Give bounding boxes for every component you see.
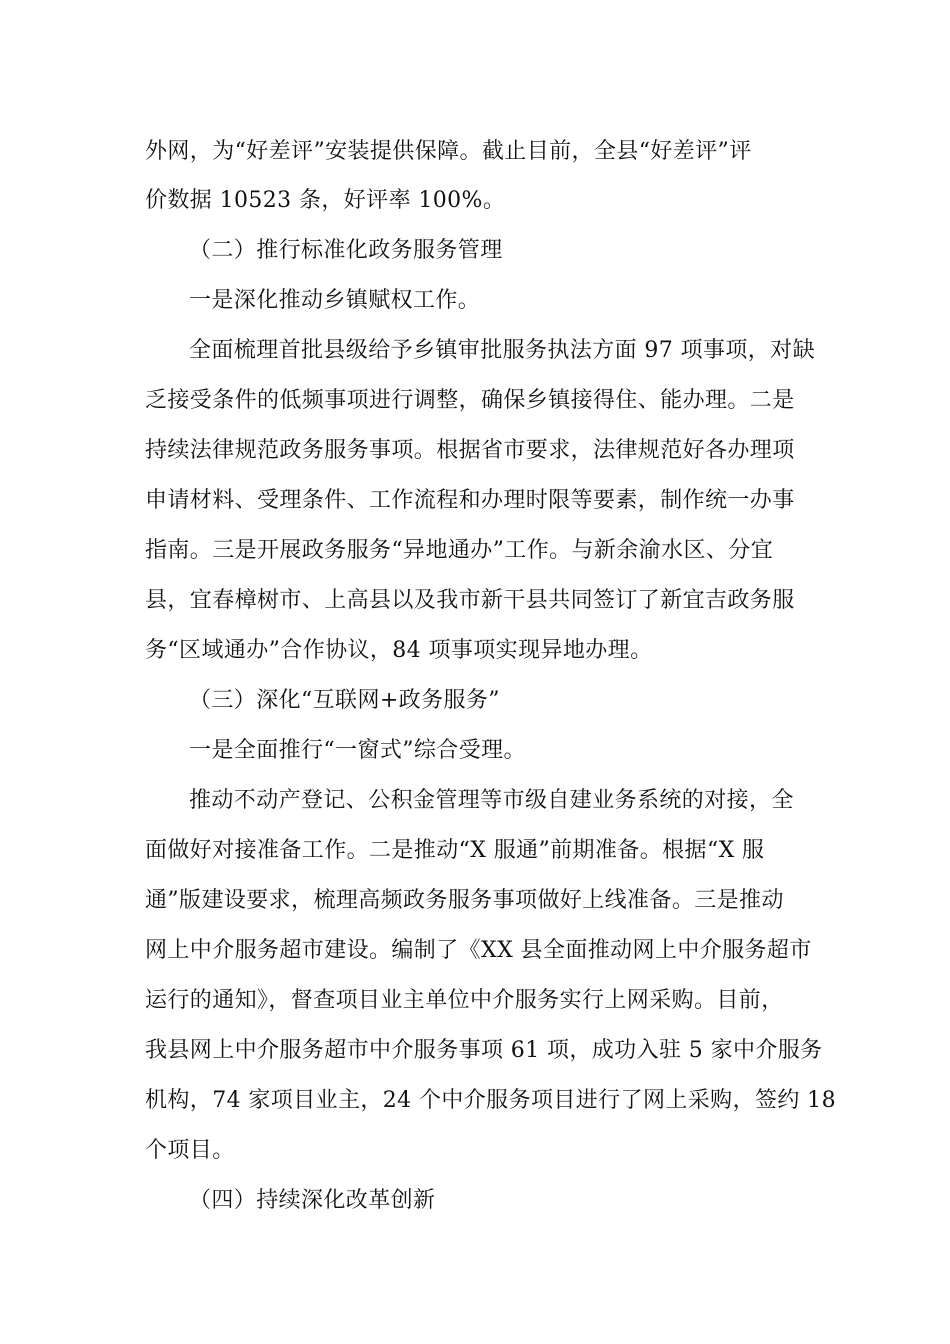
section-heading: （三）深化“互联网+政务服务” <box>189 688 500 713</box>
text-line: 网上中介服务超市建设。编制了《XX 县全面推动网上中介服务超市 <box>145 938 812 963</box>
sub-heading: 一是全面推行“一窗式”综合受理。 <box>189 738 526 763</box>
text-line: 运行的通知》，督查项目业主单位中介服务实行上网采购。目前， <box>145 988 784 1013</box>
text-line: 申请材料、受理条件、工作流程和办理时限等要素，制作统一办事 <box>145 488 795 513</box>
text-line: 我县网上中介服务超市中介服务事项 61 项，成功入驻 5 家中介服务 <box>145 1038 823 1063</box>
text-line: 务“区域通办”合作协议，84 项事项实现异地办理。 <box>145 638 653 663</box>
text-line: 指南。三是开展政务服务“异地通办”工作。与新余渝水区、分宜 <box>145 538 774 563</box>
text-line: 外网，为“好差评”安装提供保障。截止目前，全县“好差评”评 <box>145 139 752 164</box>
text-line: 价数据 10523 条，好评率 100%。 <box>145 188 506 213</box>
section-heading: （二）推行标准化政务服务管理 <box>189 238 503 263</box>
text-line: 县，宜春樟树市、上高县以及我市新干县共同签订了新宜吉政务服 <box>145 588 795 613</box>
text-line: 面做好对接准备工作。二是推动“X 服通”前期准备。根据“X 服 <box>145 838 765 863</box>
section-heading: （四）持续深化改革创新 <box>189 1188 436 1213</box>
text-line: 推动不动产登记、公积金管理等市级自建业务系统的对接，全 <box>189 788 794 813</box>
text-line: 机构，74 家项目业主，24 个中介服务项目进行了网上采购，签约 18 <box>145 1088 836 1113</box>
text-line: 持续法律规范政务服务事项。根据省市要求，法律规范好各办理项 <box>145 438 795 463</box>
text-line: 乏接受条件的低频事项进行调整，确保乡镇接得住、能办理。二是 <box>145 388 795 413</box>
sub-heading: 一是深化推动乡镇赋权工作。 <box>189 288 481 313</box>
text-line: 通”版建设要求，梳理高频政务服务事项做好上线准备。三是推动 <box>145 888 784 913</box>
text-line: 个项目。 <box>145 1138 235 1163</box>
text-line: 全面梳理首批县级给予乡镇审批服务执法方面 97 项事项，对缺 <box>189 338 815 363</box>
